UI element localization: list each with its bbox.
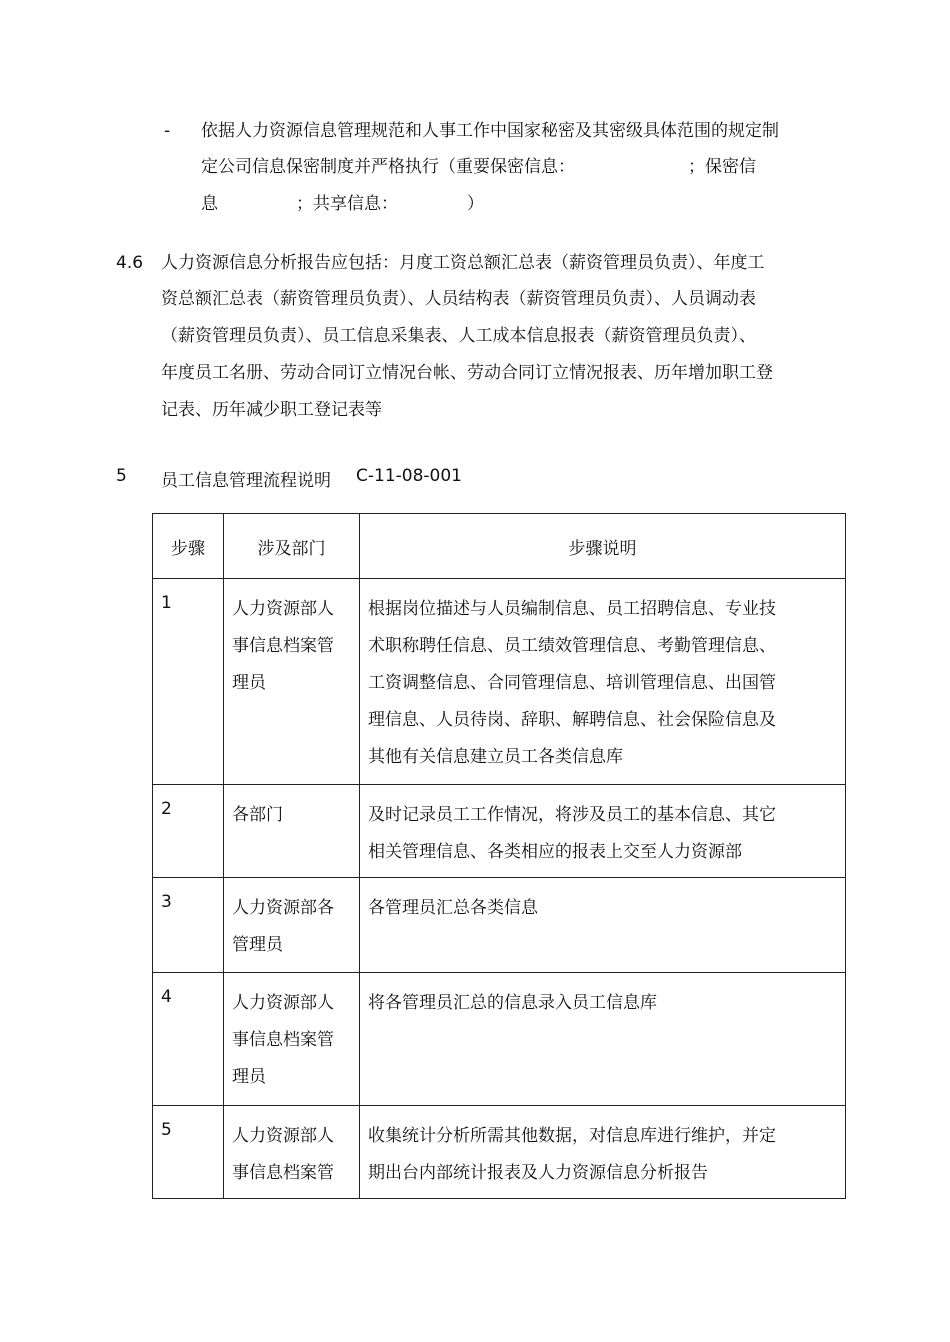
table-row xyxy=(153,579,846,785)
description-line: 收集统计分析所需其他数据，对信息库进行维护，并定 xyxy=(368,1126,776,1146)
department-line: 理员 xyxy=(232,673,266,693)
bullet-line: ；共享信息： xyxy=(296,194,398,214)
step-department xyxy=(224,785,360,878)
step-department xyxy=(224,878,360,973)
department-line: 人力资源部人 xyxy=(232,993,334,1013)
description-line: 根据岗位描述与人员编制信息、员工招聘信息、专业技 xyxy=(368,599,776,619)
section-title: 员工信息管理流程说明 xyxy=(161,471,331,491)
table-row xyxy=(153,785,846,878)
description-line: 将各管理员汇总的信息录入员工信息库 xyxy=(368,993,657,1013)
section-number: 5 xyxy=(116,466,127,486)
step-number: 5 xyxy=(153,1106,224,1199)
department-line: 人力资源部人 xyxy=(232,599,334,619)
header-dept: 涉及部门 xyxy=(224,514,360,579)
description-line: 及时记录员工工作情况，将涉及员工的基本信息、其它 xyxy=(368,805,776,825)
description-line: 各管理员汇总各类信息 xyxy=(368,898,538,918)
step-department xyxy=(224,579,360,785)
step-number: 1 xyxy=(153,579,224,785)
table-header-row xyxy=(153,514,846,579)
department-line: 事信息档案管 xyxy=(232,1030,334,1050)
paragraph-line: 资总额汇总表（薪资管理员负责）、人员结构表（薪资管理员负责）、人员调动表 xyxy=(161,289,756,309)
step-number: 4 xyxy=(153,973,224,1106)
department-line: 人力资源部人 xyxy=(232,1126,334,1146)
step-number: 3 xyxy=(153,878,224,973)
step-department xyxy=(224,1106,360,1199)
bullet-line: ） xyxy=(467,194,484,214)
table-row xyxy=(153,878,846,973)
bullet-line: ；保密信 xyxy=(688,157,756,177)
step-description xyxy=(360,1106,846,1199)
step-description xyxy=(360,785,846,878)
section-code: C-11-08-001 xyxy=(356,466,462,486)
paragraph-line: 人力资源信息分析报告应包括：月度工资总额汇总表（薪资管理员负责）、年度工 xyxy=(161,253,765,273)
step-description xyxy=(360,579,846,785)
paragraph-line: （薪资管理员负责）、员工信息采集表、人工成本信息报表（薪资管理员负责）、 xyxy=(161,326,756,346)
department-line: 事信息档案管 xyxy=(232,636,334,656)
description-line: 相关管理信息、各类相应的报表上交至人力资源部 xyxy=(368,842,742,862)
bullet-line: 依据人力资源信息管理规范和人事工作中国家秘密及其密级具体范围的规定制 xyxy=(201,121,779,141)
header-step: 步骤 xyxy=(153,514,224,579)
bullet-line: 息 xyxy=(201,194,218,214)
step-description xyxy=(360,973,846,1106)
section-number: 4.6 xyxy=(116,253,144,273)
step-department xyxy=(224,973,360,1106)
paragraph-line: 记表、历年减少职工登记表等 xyxy=(161,400,382,420)
table-row xyxy=(153,1106,846,1199)
department-line: 事信息档案管 xyxy=(232,1163,334,1183)
bullet-line: 定公司信息保密制度并严格执行（重要保密信息： xyxy=(201,157,575,177)
step-description xyxy=(360,878,846,973)
description-line: 理信息、人员待岗、辞职、解聘信息、社会保险信息及 xyxy=(368,710,776,730)
description-line: 期出台内部统计报表及人力资源信息分析报告 xyxy=(368,1163,708,1183)
process-table xyxy=(152,513,846,1199)
paragraph-line: 年度员工名册、劳动合同订立情况台帐、劳动合同订立情况报表、历年增加职工登 xyxy=(161,363,773,383)
header-desc: 步骤说明 xyxy=(360,514,846,579)
table-row xyxy=(153,973,846,1106)
description-line: 其他有关信息建立员工各类信息库 xyxy=(368,747,623,767)
department-line: 各部门 xyxy=(232,805,283,825)
department-line: 人力资源部各 xyxy=(232,898,334,918)
department-line: 理员 xyxy=(232,1067,266,1087)
bullet-marker: - xyxy=(164,121,171,141)
description-line: 术职称聘任信息、员工绩效管理信息、考勤管理信息、 xyxy=(368,636,776,656)
step-number: 2 xyxy=(153,785,224,878)
description-line: 工资调整信息、合同管理信息、培训管理信息、出国管 xyxy=(368,673,776,693)
department-line: 管理员 xyxy=(232,935,283,955)
